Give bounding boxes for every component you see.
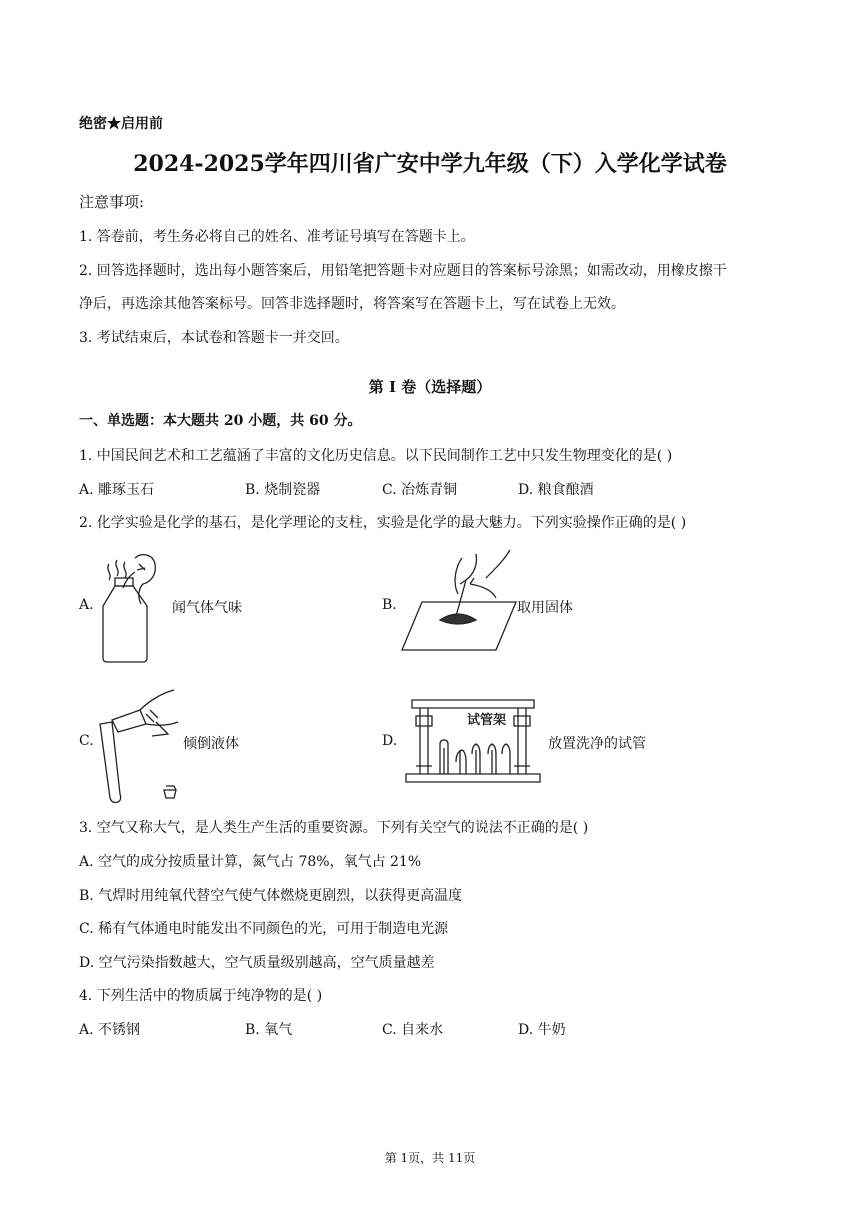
notice-item-1: 1. 答卷前，考生务必将自己的姓名、准考证号填写在答题卡上。	[79, 229, 475, 245]
page-footer: 第 1页，共 11页	[384, 1151, 476, 1165]
pouring-liquid-figure	[96, 686, 184, 804]
test-tube-rack-label: 试管架	[467, 713, 507, 728]
q2-option-b-letter: B.	[382, 597, 397, 613]
q3-option-c: C. 稀有气体通电时能发出不同颜色的光，可用于制造电光源	[79, 921, 449, 937]
taking-solid-figure	[400, 550, 518, 652]
q3-stem: 3. 空气又称大气，是人类生产生活的重要资源。下列有关空气的说法不正确的是( )	[79, 820, 589, 836]
q2-option-c-caption: 倾倒液体	[183, 736, 239, 752]
q2-option-c-letter: C.	[79, 733, 94, 749]
part-heading: 一、单选题：本大题共 20 小题，共 60 分。	[79, 413, 362, 429]
q1-option-d: D. 粮食酿酒	[518, 482, 594, 498]
notice-item-2: 2. 回答选择题时，选出每小题答案后，用铅笔把答题卡对应题目的答案标号涂黑；如需改动，用橡皮擦干	[79, 263, 727, 279]
q2-stem: 2. 化学实验是化学的基石，是化学理论的支柱，实验是化学的最大魅力。下列实验操作正确的是( )	[79, 515, 687, 531]
q1-stem: 1. 中国民间艺术和工艺蕴涵了丰富的文化历史信息。以下民间制作工艺中只发生物理变化的是( )	[79, 448, 673, 464]
q1-option-c: C. 冶炼青铜	[382, 482, 458, 498]
q1-option-a: A. 雕琢玉石	[79, 482, 155, 498]
secret-label: 绝密★启用前	[79, 116, 163, 132]
q3-option-a: A. 空气的成分按质量计算，氮气占 78%，氧气占 21%	[79, 854, 422, 870]
q2-option-a-caption: 闻气体气味	[172, 600, 242, 616]
notice-heading: 注意事项:	[79, 193, 145, 211]
q4-option-c: C. 自来水	[382, 1022, 444, 1038]
q4-option-d: D. 牛奶	[518, 1022, 566, 1038]
q4-option-a: A. 不锈钢	[79, 1022, 141, 1038]
q3-option-d: D. 空气污染指数越大，空气质量级别越高，空气质量越差	[79, 955, 435, 971]
q2-option-a-letter: A.	[79, 597, 94, 613]
q4-option-b: B. 氧气	[245, 1022, 293, 1038]
q2-option-d-caption: 放置洗净的试管	[548, 736, 646, 752]
q3-option-b: B. 气焊时用纯氧代替空气使气体燃烧更剧烈，以获得更高温度	[79, 888, 463, 904]
section-title: 第 I 卷（选择题）	[368, 378, 492, 396]
q2-option-b-caption: 取用固体	[517, 600, 573, 616]
smelling-gas-figure	[95, 548, 165, 664]
q1-option-b: B. 烧制瓷器	[245, 482, 321, 498]
q2-option-d-letter: D.	[382, 733, 398, 749]
exam-title: 2024-2025学年四川省广安中学九年级（下）入学化学试卷	[133, 151, 727, 177]
notice-item-2-cont: 净后，再选涂其他答案标号。回答非选择题时，将答案写在答题卡上，写在试卷上无效。	[79, 296, 625, 312]
q4-stem: 4. 下列生活中的物质属于纯净物的是( )	[79, 988, 323, 1004]
notice-item-3: 3. 考试结束后，本试卷和答题卡一并交回。	[79, 330, 349, 346]
